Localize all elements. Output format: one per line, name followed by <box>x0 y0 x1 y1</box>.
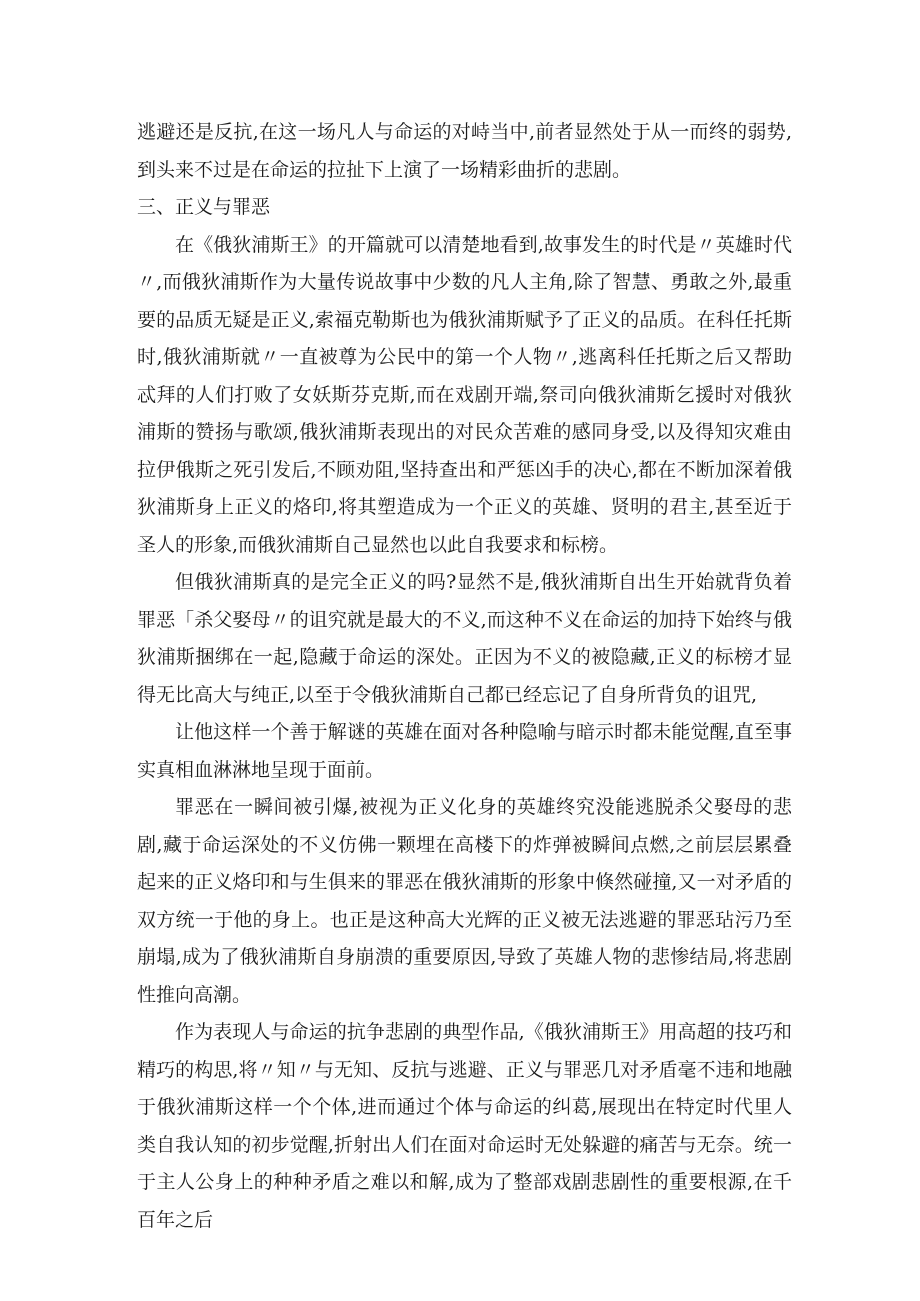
paragraph-conclusion: 作为表现人与命运的抗争悲剧的典型作品,《俄狄浦斯王》用高超的技巧和精巧的构思,将〃知〃与无知、反抗与逃避、正义与罪恶几对矛盾毫不违和地融于俄狄浦斯这样一个个体,进而通过个体与命运的纠葛,展现出在特定时代里人类自我认知的初步觉醒,折射出人们在面对命运时无处躲避的痛苦与无奈。统一于主人公身上的种种矛盾之难以和解,成为了整部戏剧悲剧性的重要根源,在千百年之后 <box>137 1021 792 1231</box>
paragraph-hidden-injustice: 但俄狄浦斯真的是完全正义的吗?显然不是,俄狄浦斯自出生开始就背负着罪恶「杀父娶母〃的诅究就是最大的不义,而这种不义在命运的加持下始终与俄狄浦斯捆绑在一起,隐藏于命运的深处。正因为不义的被隐藏,正义的标榜才显得无比高大与纯正,以至于令俄狄浦斯自己都已经忘记了自身所背负的诅咒, <box>137 571 792 706</box>
paragraph-justice-intro: 在《俄狄浦斯王》的开篇就可以清楚地看到,故事发生的时代是〃英雄时代〃,而俄狄浦斯作为大量传说故事中少数的凡人主角,除了智慧、勇敢之外,最重要的品质无疑是正义,索福克勒斯也为俄狄浦斯赋予了正义的品质。在科任托斯时,俄狄浦斯就〃一直被尊为公民中的第一个人物〃,逃离科任托斯之后又帮助忒拜的人们打败了女妖斯芬克斯,而在戏剧开端,祭司向俄狄浦斯乞援时对俄狄浦斯的赞扬与歌颂,俄狄浦斯表现出的对民众苦难的感同身受,以及得知灾难由拉伊俄斯之死引发后,不顾劝阻,坚持查出和严惩凶手的决心,都在不断加深着俄狄浦斯身上正义的烙印,将其塑造成为一个正义的英雄、贤明的君主,甚至近于圣人的形象,而俄狄浦斯自己显然也以此自我要求和标榜。 <box>137 233 792 556</box>
paragraph-continuation: 逃避还是反抗,在这一场凡人与命运的对峙当中,前者显然处于从一而终的弱势,到头来不过是在命运的拉扯下上演了一场精彩曲折的悲剧。 <box>137 121 792 181</box>
document-body <box>137 114 792 1239</box>
paragraph-riddle-hero: 让他这样一个善于解谜的英雄在面对各种隐喻与暗示时都未能觉醒,直至事实真相血淋淋地呈现于面前。 <box>137 721 792 781</box>
section-heading: 三、正义与罪恶 <box>137 196 271 218</box>
paragraph-sin-explodes: 罪恶在一瞬间被引爆,被视为正义化身的英雄终究没能逃脱杀父娶母的悲剧,藏于命运深处的不义仿佛一颗埋在高楼下的炸弹被瞬间点燃,之前层层累叠起来的正义烙印和与生俱来的罪恶在俄狄浦斯的形象中倏然碰撞,又一对矛盾的双方统一于他的身上。也正是这种高大光辉的正义被无法逃避的罪恶玷污乃至崩塌,成为了俄狄浦斯自身崩溃的重要原因,导致了英雄人物的悲惨结局,将悲剧性推向高潮。 <box>137 796 792 1006</box>
